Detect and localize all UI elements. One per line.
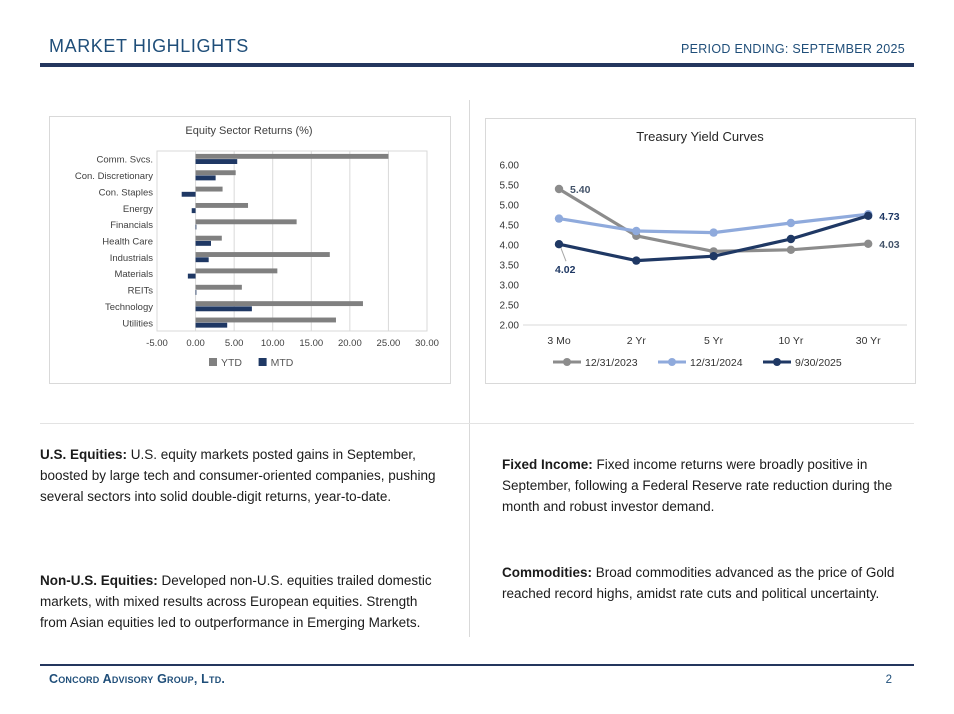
svg-text:5 Yr: 5 Yr [704, 335, 724, 347]
svg-text:YTD: YTD [221, 357, 242, 369]
svg-text:3 Mo: 3 Mo [547, 335, 571, 347]
svg-text:Materials: Materials [114, 269, 153, 281]
svg-text:15.00: 15.00 [299, 338, 324, 349]
svg-text:12/31/2023: 12/31/2023 [585, 357, 638, 369]
svg-text:4.00: 4.00 [499, 240, 519, 252]
page-number: 2 [885, 674, 892, 686]
section-fixed-income [502, 454, 907, 517]
svg-text:3.50: 3.50 [499, 260, 519, 272]
section-body: Broad commodities advanced as the price of Gold reached record highs, amidst rate cuts and political uncertainty. [502, 564, 895, 601]
svg-text:Con. Discretionary: Con. Discretionary [74, 171, 153, 183]
svg-text:2 Yr: 2 Yr [626, 335, 646, 347]
header-rule [40, 63, 914, 67]
svg-text:5.00: 5.00 [224, 338, 244, 349]
section-body: Fixed income returns were broadly positive in September, following a Federal Reserve rate reduction during the month and robust investor demand. [502, 456, 893, 514]
section-body: Developed non-U.S. equities trailed domestic markets, with mixed results across European equities. Strength from Asian equities led to outperformance in Emerging Markets. [40, 572, 432, 630]
svg-text:9/30/2025: 9/30/2025 [795, 357, 842, 369]
svg-text:3.00: 3.00 [499, 280, 519, 292]
svg-text:6.00: 6.00 [499, 160, 519, 172]
treasury-chart-panel [485, 118, 916, 384]
svg-text:30 Yr: 30 Yr [855, 335, 881, 347]
equity-sector-returns-chart [50, 117, 448, 381]
svg-text:20.00: 20.00 [337, 338, 362, 349]
svg-text:Comm. Svcs.: Comm. Svcs. [96, 154, 153, 166]
section-heading: Commodities: [502, 564, 593, 580]
svg-text:Equity Sector Returns (%): Equity Sector Returns (%) [185, 125, 313, 137]
svg-text:Con. Staples: Con. Staples [98, 187, 153, 199]
svg-text:2.50: 2.50 [499, 300, 519, 312]
svg-text:12/31/2024: 12/31/2024 [690, 357, 743, 369]
equity-chart-panel [49, 116, 451, 384]
vertical-divider [469, 100, 470, 637]
svg-text:4.50: 4.50 [499, 220, 519, 232]
svg-text:5.50: 5.50 [499, 180, 519, 192]
footer-rule [40, 664, 914, 666]
section-heading: U.S. Equities: [40, 446, 128, 462]
svg-text:0.00: 0.00 [186, 338, 205, 349]
svg-text:30.00: 30.00 [415, 338, 439, 349]
svg-text:Financials: Financials [110, 220, 153, 232]
svg-text:Utilities: Utilities [122, 318, 153, 330]
svg-text:REITs: REITs [127, 285, 153, 297]
company-name: Concord Advisory Group, Ltd. [49, 672, 226, 686]
svg-text:4.02: 4.02 [555, 264, 576, 277]
svg-text:Treasury Yield Curves: Treasury Yield Curves [636, 129, 764, 144]
section-heading: Non-U.S. Equities: [40, 572, 158, 588]
section-body: U.S. equity markets posted gains in September, boosted by large tech and consumer-oriented companies, pushing several sectors into solid double-digit returns, year-to-date. [40, 446, 436, 504]
page-title: MARKET HIGHLIGHTS [49, 36, 249, 56]
svg-text:25.00: 25.00 [376, 338, 401, 349]
svg-text:MTD: MTD [270, 357, 294, 369]
treasury-yield-curves-chart [486, 119, 913, 381]
svg-text:10.00: 10.00 [260, 338, 285, 349]
section-heading: Fixed Income: [502, 456, 593, 472]
period-ending-label: PERIOD ENDING: SEPTEMBER 2025 [680, 42, 905, 56]
section-commodities [502, 562, 907, 604]
section-non-us-equities [40, 570, 438, 633]
svg-text:Health Care: Health Care [102, 236, 153, 248]
svg-text:2.00: 2.00 [499, 320, 519, 332]
svg-text:Energy: Energy [122, 203, 153, 215]
svg-text:4.73: 4.73 [879, 210, 900, 223]
section-us-equities [40, 444, 438, 507]
horizontal-divider [40, 423, 914, 424]
svg-text:5.40: 5.40 [570, 184, 591, 196]
svg-text:-5.00: -5.00 [146, 338, 168, 349]
svg-text:5.00: 5.00 [499, 200, 519, 212]
svg-text:Industrials: Industrials [109, 252, 153, 264]
svg-text:10 Yr: 10 Yr [778, 335, 804, 347]
svg-text:Technology: Technology [104, 301, 153, 313]
svg-text:4.03: 4.03 [879, 238, 900, 251]
